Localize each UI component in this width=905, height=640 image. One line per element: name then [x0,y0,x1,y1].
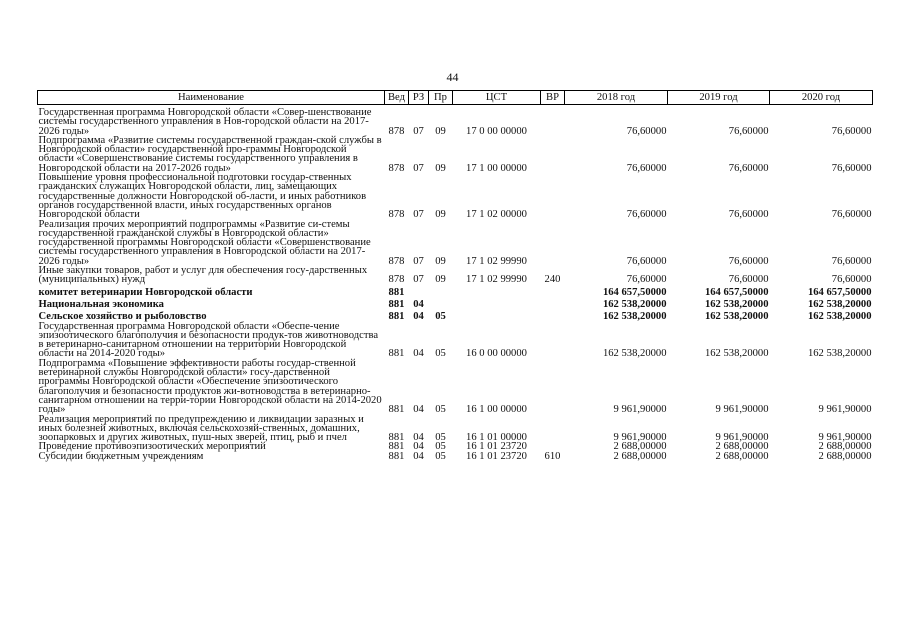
table-row [38,309,873,321]
row-name: Реализация прочих мероприятий подпрограммы «Развитие си-стемы государственной гражданской службы в Новгородской области» государственной программы Новгородской области «Совершенствование системы государственного управления в Новгородской области на 2017-2026 годы» [38,218,371,267]
table-row [38,297,873,309]
row-value-2018: 9 961,90000 [613,432,667,444]
table-row [38,285,873,297]
row-cst [453,309,541,321]
row-vr [541,136,565,173]
table-row [38,220,873,266]
row-cst [453,285,541,297]
row-vr [541,415,565,443]
row-pr: 05 [435,432,446,444]
row-cst: 17 0 00 00000 [466,125,527,137]
header-name: Наименование [38,91,385,105]
row-ved: 881 [388,298,405,310]
table-row [38,173,873,219]
row-value-2018: 162 538,20000 [602,311,667,323]
row-value-2018: 162 538,20000 [602,298,667,310]
row-pr: 09 [435,255,446,267]
row-pr: 05 [435,311,446,323]
row-cst: 16 0 00 00000 [466,348,527,360]
row-ved: 881 [388,311,405,323]
row-ved: 881 [388,432,405,444]
row-vr [541,105,565,136]
header-2020: 2020 год [770,91,873,105]
row-value-2019: 9 961,90000 [715,404,769,416]
table-row [38,359,873,415]
row-ved: 881 [388,404,405,416]
row-ved: 878 [388,255,405,267]
row-vr [541,359,565,415]
row-vr [541,322,565,359]
row-vr [541,297,565,309]
table-row [38,266,873,285]
row-value-2018: 9 961,90000 [613,404,667,416]
row-value-2020: 162 538,20000 [807,311,872,323]
row-rz: 07 [413,162,424,174]
row-pr: 05 [435,450,446,462]
row-pr: 09 [435,209,446,221]
header-2019: 2019 год [668,91,770,105]
row-ved: 878 [388,162,405,174]
header-vr: ВР [541,91,565,105]
row-value-2020: 76,60000 [831,209,872,221]
row-value-2018: 2 688,00000 [613,450,667,462]
row-vr [541,309,565,321]
row-rz: 04 [413,450,424,462]
table-body [38,105,873,461]
row-value-2020: 162 538,20000 [807,348,872,360]
row-name: Иные закупки товаров, работ и услуг для обеспечения госу-дарственных (муниципальных) нужд [38,265,368,286]
row-pr [429,285,453,297]
row-value-2019: 164 657,50000 [704,286,769,298]
row-ved: 881 [388,441,405,453]
row-value-2019: 2 688,00000 [715,441,769,453]
row-rz: 04 [413,298,424,310]
row-name: Государственная программа Новгородской области «Совер-шенствование системы государственного управления в Нов-городской области на 2017-2026 годы» [38,107,372,137]
row-name: Государственная программа Новгородской области «Обеспе-чение эпизоотического благополучия и безопасности продук-тов животноводства в ветеринарно-санитарном отношении на территории Новгородской области на 2014-2020 годы» [38,320,379,360]
row-rz: 04 [413,404,424,416]
row-value-2019: 76,60000 [728,209,769,221]
row-ved: 881 [388,348,405,360]
row-cst: 17 1 02 00000 [466,209,527,221]
row-cst: 16 1 01 23720 [466,450,527,462]
header-pr: Пр [429,91,453,105]
row-value-2018: 76,60000 [626,162,667,174]
row-value-2020: 9 961,90000 [818,432,872,444]
row-value-2018: 2 688,00000 [613,441,667,453]
row-value-2019: 76,60000 [728,274,769,286]
row-ved: 881 [388,286,405,298]
page-number: 44 [446,70,459,84]
row-value-2018: 76,60000 [626,209,667,221]
row-cst: 17 1 02 99990 [466,274,527,286]
row-vr [541,220,565,266]
row-value-2020: 9 961,90000 [818,404,872,416]
row-value-2019: 76,60000 [728,125,769,137]
row-value-2019: 162 538,20000 [704,298,769,310]
row-name: Реализация мероприятий по предупреждению и ликвидации заразных и иных болезней животных, включая сельскохозяй-ственных, домашних, зоопарковых и других животных, пуш-ных зверей, птиц, рыб и пчел [38,413,364,444]
row-value-2019: 162 538,20000 [704,348,769,360]
table-row [38,105,873,136]
row-rz [409,285,429,297]
row-pr: 09 [435,162,446,174]
row-ved: 878 [388,209,405,221]
row-vr: 610 [544,450,561,462]
row-value-2020: 76,60000 [831,125,872,137]
table-row [38,452,873,461]
table-row [38,415,873,443]
row-name: Субсидии бюджетным учреждениям [38,450,204,462]
row-value-2018: 164 657,50000 [602,286,667,298]
row-cst: 16 1 00 00000 [466,404,527,416]
row-pr: 05 [435,404,446,416]
row-rz: 04 [413,311,424,323]
row-name: Подпрограмма «Повышение эффективности работы государ-ственной ветеринарной службы Новгородской области» госу-дарственной программы Новгородской области «Обеспечение эпизоотического благополучия и безопасности продуктов жи-вотноводства в ветеринарно-санитарном отношении на терри-тории Новгородской области на 2014-2020 годы» [38,357,382,416]
row-pr: 05 [435,348,446,360]
row-vr [541,173,565,219]
header-ved: Вед [385,91,409,105]
row-vr: 240 [544,274,561,286]
row-pr: 09 [435,125,446,137]
row-value-2020: 162 538,20000 [807,298,872,310]
row-value-2020: 76,60000 [831,162,872,174]
row-cst: 16 1 01 23720 [466,441,527,453]
row-ved: 878 [388,125,405,137]
row-value-2019: 76,60000 [728,162,769,174]
row-value-2019: 2 688,00000 [715,450,769,462]
row-vr [541,285,565,297]
row-name: Повышение уровня профессиональной подготовки государ-ственных гражданских служащих Новгородской области, лиц, замещающих государственные должности Новгородской об-ласти, и иных работников органов государственной власти, иных государственных органов Новгородской области [38,172,367,221]
row-name: Проведение противоэпизоотических мероприятий [38,441,266,453]
row-value-2020: 76,60000 [831,274,872,286]
row-value-2019: 76,60000 [728,255,769,267]
row-ved: 878 [388,274,405,286]
row-name: комитет ветеринарии Новгородской области [38,286,253,298]
row-ved: 881 [388,450,405,462]
row-name: Подпрограмма «Развитие системы государственной граждан-ской службы в Новгородской области» государственной про-граммы Новгородской области «Совершенствование системы государственного управления в Новгородской области на 2017-2026 годы» [38,134,382,174]
table-row [38,322,873,359]
row-value-2020: 2 688,00000 [818,450,872,462]
row-rz: 07 [413,209,424,221]
row-rz: 07 [413,125,424,137]
table-header-row [38,91,873,105]
row-rz: 04 [413,348,424,360]
row-value-2020: 2 688,00000 [818,441,872,453]
row-name: Национальная экономика [38,298,164,310]
row-cst: 17 1 02 99990 [466,255,527,267]
row-name: Сельское хозяйство и рыболовство [38,311,207,323]
budget-table [37,90,873,461]
header-cst: ЦСТ [453,91,541,105]
row-rz: 07 [413,274,424,286]
row-value-2018: 76,60000 [626,255,667,267]
header-rz: РЗ [409,91,429,105]
header-2018: 2018 год [565,91,668,105]
row-value-2019: 9 961,90000 [715,432,769,444]
row-value-2020: 164 657,50000 [807,286,872,298]
row-value-2018: 162 538,20000 [602,348,667,360]
row-pr [429,297,453,309]
row-value-2020: 76,60000 [831,255,872,267]
row-pr: 05 [435,441,446,453]
row-value-2018: 76,60000 [626,274,667,286]
row-value-2018: 76,60000 [626,125,667,137]
row-pr: 09 [435,274,446,286]
row-cst: 17 1 00 00000 [466,162,527,174]
row-cst [453,297,541,309]
row-rz: 04 [413,441,424,453]
row-rz: 07 [413,255,424,267]
row-cst: 16 1 01 00000 [466,432,527,444]
table-row [38,136,873,173]
row-value-2019: 162 538,20000 [704,311,769,323]
row-rz: 04 [413,432,424,444]
